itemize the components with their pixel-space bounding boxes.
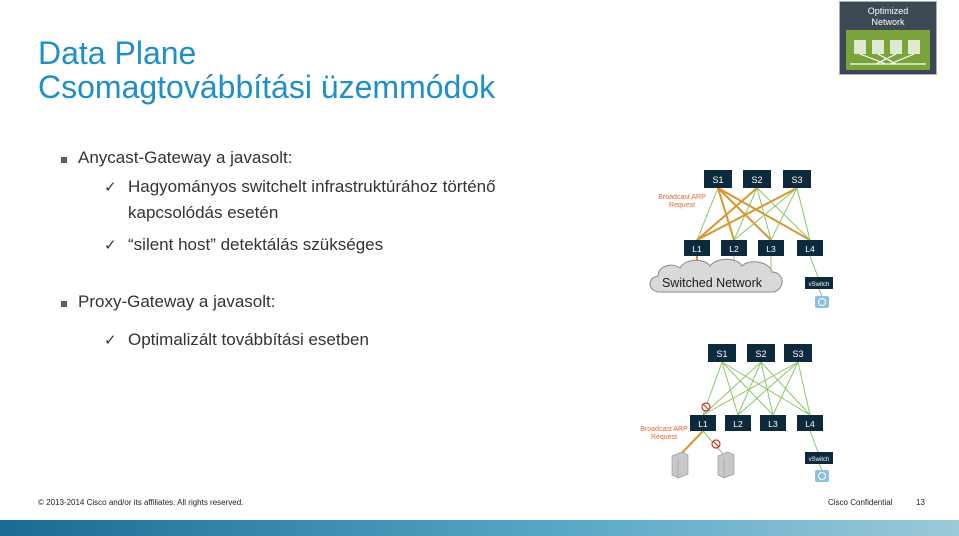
vswitch-label: vSwitch <box>808 457 830 463</box>
vm-icon <box>815 470 829 482</box>
bullet-marker <box>61 301 67 307</box>
server-icon <box>718 452 734 478</box>
footer-bar <box>0 520 959 536</box>
bottom-spine-label: S2 <box>755 349 767 359</box>
bottom-leaf-label: L1 <box>698 419 708 429</box>
page-subtitle: Csomagtovábbítási üzemmódok <box>38 69 496 105</box>
network-diagram <box>630 160 959 485</box>
sub-bullet-text-cont: kapcsolódás esetén <box>128 203 279 222</box>
top-spine-label: S1 <box>712 175 724 185</box>
vm-icon <box>815 296 829 308</box>
checkmark-icon: ✓ <box>104 236 117 254</box>
bottom-leaf-label: L2 <box>733 419 743 429</box>
network-graphic-icon <box>846 30 930 70</box>
bottom-fabric-links <box>680 362 818 455</box>
page-number: 13 <box>916 498 925 507</box>
broadcast-label: Broadcast ARP <box>658 194 706 201</box>
bullet-marker <box>61 157 67 163</box>
optimized-network-badge <box>839 1 937 75</box>
top-spine-label: S2 <box>751 175 763 185</box>
checkmark-icon: ✓ <box>104 331 117 349</box>
top-leaf-label: L4 <box>805 244 815 254</box>
bullet-text: Anycast-Gateway a javasolt: <box>78 148 293 167</box>
broadcast-label: Broadcast ARP <box>640 426 688 433</box>
bullet-text: Proxy-Gateway a javasolt: <box>78 292 276 311</box>
broadcast-label: Request <box>650 434 678 441</box>
bottom-spine-label: S3 <box>792 349 804 359</box>
bottom-leaf-label: L4 <box>805 419 815 429</box>
top-spine-label: S3 <box>791 175 803 185</box>
sub-bullet-text: Hagyományos switchelt infrastruktúrához történő <box>128 177 496 196</box>
vswitch-label: vSwitch <box>808 282 830 288</box>
blocked-icon <box>702 403 710 411</box>
bottom-spine-label: S1 <box>716 349 728 359</box>
top-leaf-label: L3 <box>766 244 776 254</box>
sub-bullet-text: Optimalizált továbbítási esetben <box>128 330 369 349</box>
bottom-leaf-label: L3 <box>768 419 778 429</box>
broadcast-label: Request <box>668 202 696 209</box>
top-leaf-label: L2 <box>729 244 739 254</box>
cloud-label: Switched Network <box>661 276 763 290</box>
confidential-label: Cisco Confidential <box>828 498 893 507</box>
page-title: Data Plane <box>38 35 197 71</box>
sub-bullet-text: “silent host” detektálás szükséges <box>128 235 384 254</box>
blocked-icon <box>712 440 720 448</box>
badge-label: Optimized Network <box>867 6 909 27</box>
copyright-text: © 2013-2014 Cisco and/or its affiliates. All rights reserved. <box>38 498 244 507</box>
checkmark-icon: ✓ <box>104 178 117 196</box>
top-leaf-label: L1 <box>692 244 702 254</box>
server-icon <box>672 452 688 478</box>
